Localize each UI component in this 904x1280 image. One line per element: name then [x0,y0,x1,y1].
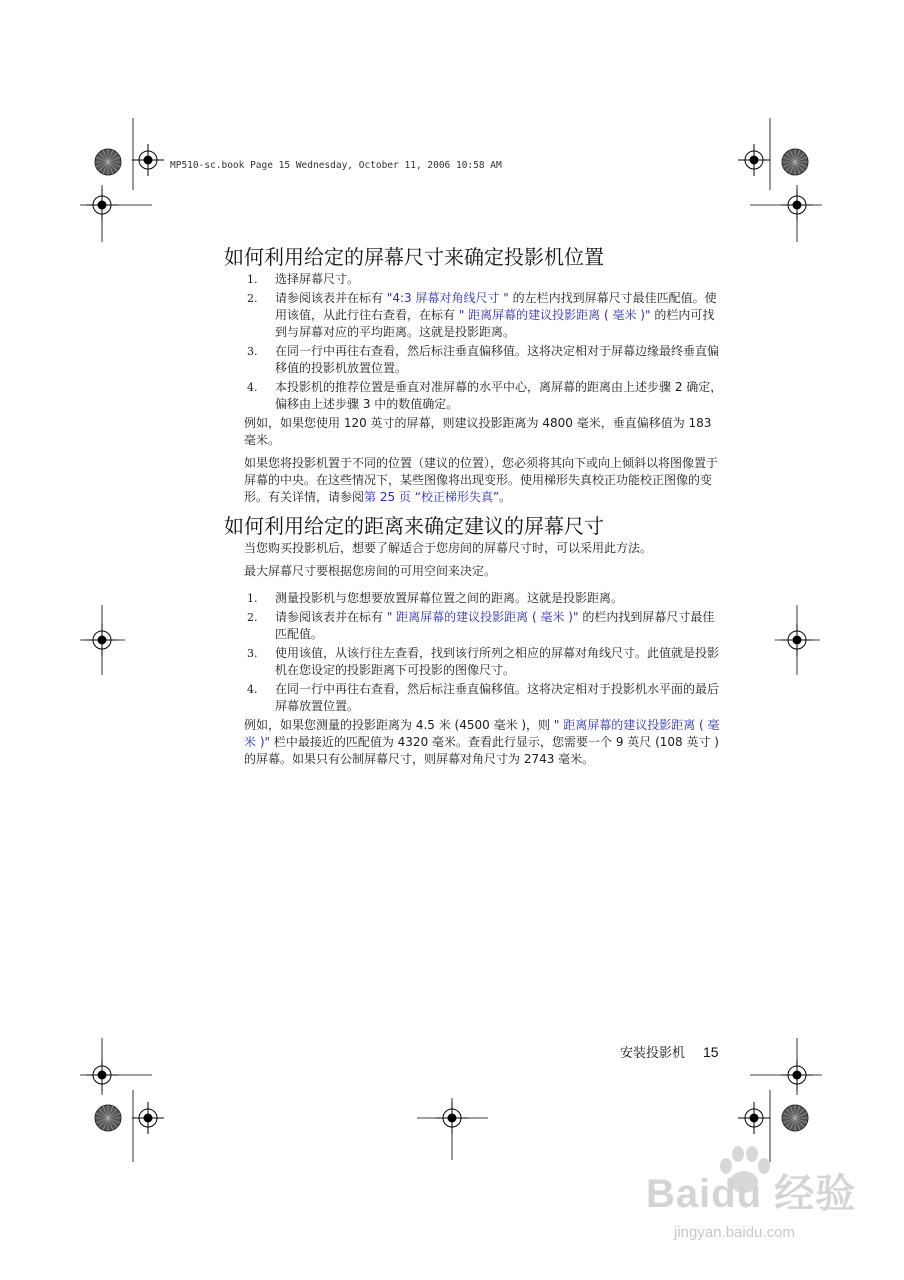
star-target-icon [95,1105,121,1131]
page-footer [620,1042,719,1061]
text-run: 选择屏幕尺寸。 [275,272,360,286]
registration-mark-icon [781,189,813,221]
page-number: 15 [703,1044,719,1060]
step-item [244,290,724,341]
registration-mark-icon [86,1059,118,1091]
cross-reference-link[interactable]: 第 25 页 “校正梯形失真” [364,490,500,504]
step-item [244,609,724,643]
text-run: 栏中最接近的匹配值为 4320 毫米。查看此行显示，您需要一个 9 英尺 (108 英寸 ) 的屏幕。如果只有公制屏幕尺寸，则屏幕对角尺寸为 2743 毫米。 [244,735,719,766]
text-run: 如果您将投影机置于不同的位置（建议的位置），您必须将其向下或向上倾斜以将图像置于屏幕的中央。在这些情况下，某些图像将出现变形。使用梯形失真校正功能校正图像的变形。有关详情，请参阅 [244,456,719,504]
registration-mark-icon [738,144,770,176]
text-run: 请参阅该表并在标有 [275,291,387,305]
section-title: 如何利用给定的屏幕尺寸来确定投影机位置 [224,245,604,269]
registration-mark-icon [436,1102,468,1134]
intro-paragraph: 当您购买投影机后，想要了解适合于您房间的屏幕尺寸时，可以采用此方法。 [244,541,653,555]
text-run: 例如，如果您测量的投影距离为 4.5 米 (4500 毫米 )，则 [244,718,554,732]
note-paragraph [244,455,724,506]
text-run: 的栏内可找到与屏幕对应的平均距离。这就是投影距离。 [275,308,715,339]
registration-mark-icon [738,1102,770,1134]
step-number: 2. [247,611,258,624]
cross-reference-link[interactable]: " 距离屏幕的建议投影距离 ( 毫米 )" [386,610,579,624]
step-item [244,681,724,715]
text-run: 。 [499,490,512,504]
text-run: 的左栏内找到屏幕尺寸最佳匹配值。使用该值，从此行往右查看，在标有 [275,291,717,322]
step-number: 2. [247,292,258,305]
step-number: 1. [247,273,258,286]
page-content [224,243,724,774]
text-run: 使用该值，从该行往左查看，找到该行所列之相应的屏幕对角线尺寸。此值就是投影机在您设定的投影距离下可投影的图像尺寸。 [275,646,720,677]
example-paragraph: 例如，如果您使用 120 英寸的屏幕，则建议投影距离为 4800 毫米，垂直偏移值为 183 毫米。 [244,416,712,447]
step-number: 4. [247,381,258,394]
registration-mark-icon [781,624,813,656]
text-run: 本投影机的推荐位置是垂直对准屏幕的水平中心，离屏幕的距离由上述步骤 2 确定，偏移由上述步骤 3 中的数值确定。 [275,380,723,411]
text-run: 在同一行中再往右查看，然后标注垂直偏移值。这将决定相对于屏幕边缘最终垂直偏移值的投影机放置位置。 [275,344,720,375]
cross-reference-link[interactable]: " 距离屏幕的建议投影距离 ( 毫米 )" [244,718,720,749]
step-number: 3. [247,647,258,660]
registration-mark-icon [132,144,164,176]
text-run: 请参阅该表并在标有 [275,610,387,624]
step-number: 4. [247,683,258,696]
step-number: 1. [247,592,258,605]
steps-list [224,590,724,715]
example-paragraph [244,717,724,768]
registration-mark-icon [132,1102,164,1134]
registration-mark-icon [86,189,118,221]
step-item [244,379,724,413]
print-header: MP510-sc.book Page 15 Wednesday, October 11, 2006 10:58 AM [170,160,502,171]
star-target-icon [782,1105,808,1131]
step-item [244,645,724,679]
footer-section-title: 安装投影机 [620,1046,686,1061]
text-run: 的栏内找到屏幕尺寸最佳匹配值。 [275,610,715,641]
watermark-url: jingyan.baidu.com [674,1224,795,1241]
star-target-icon [782,149,808,175]
registration-mark-icon [86,624,118,656]
text-run: 测量投影机与您想要放置屏幕位置之间的距离。这就是投影距离。 [275,591,624,605]
step-item [244,343,724,377]
step-item [244,271,724,288]
star-target-icon [95,149,121,175]
steps-list [224,271,724,413]
intro-paragraph: 最大屏幕尺寸要根据您房间的可用空间来决定。 [244,564,497,578]
section-title: 如何利用给定的距离来确定建议的屏幕尺寸 [224,514,604,538]
step-number: 3. [247,345,258,358]
cross-reference-link[interactable]: " 距离屏幕的建议投影距离 ( 毫米 )" [458,308,651,322]
cross-reference-link[interactable]: "4:3 屏幕对角线尺寸 " [386,291,509,305]
registration-mark-icon [781,1059,813,1091]
text-run: 在同一行中再往右查看，然后标注垂直偏移值。这将决定相对于投影机水平面的最后屏幕放置位置。 [275,682,720,713]
step-item [244,590,724,607]
watermark [640,1150,880,1260]
watermark-logo: Baidu 经验 [646,1172,857,1216]
